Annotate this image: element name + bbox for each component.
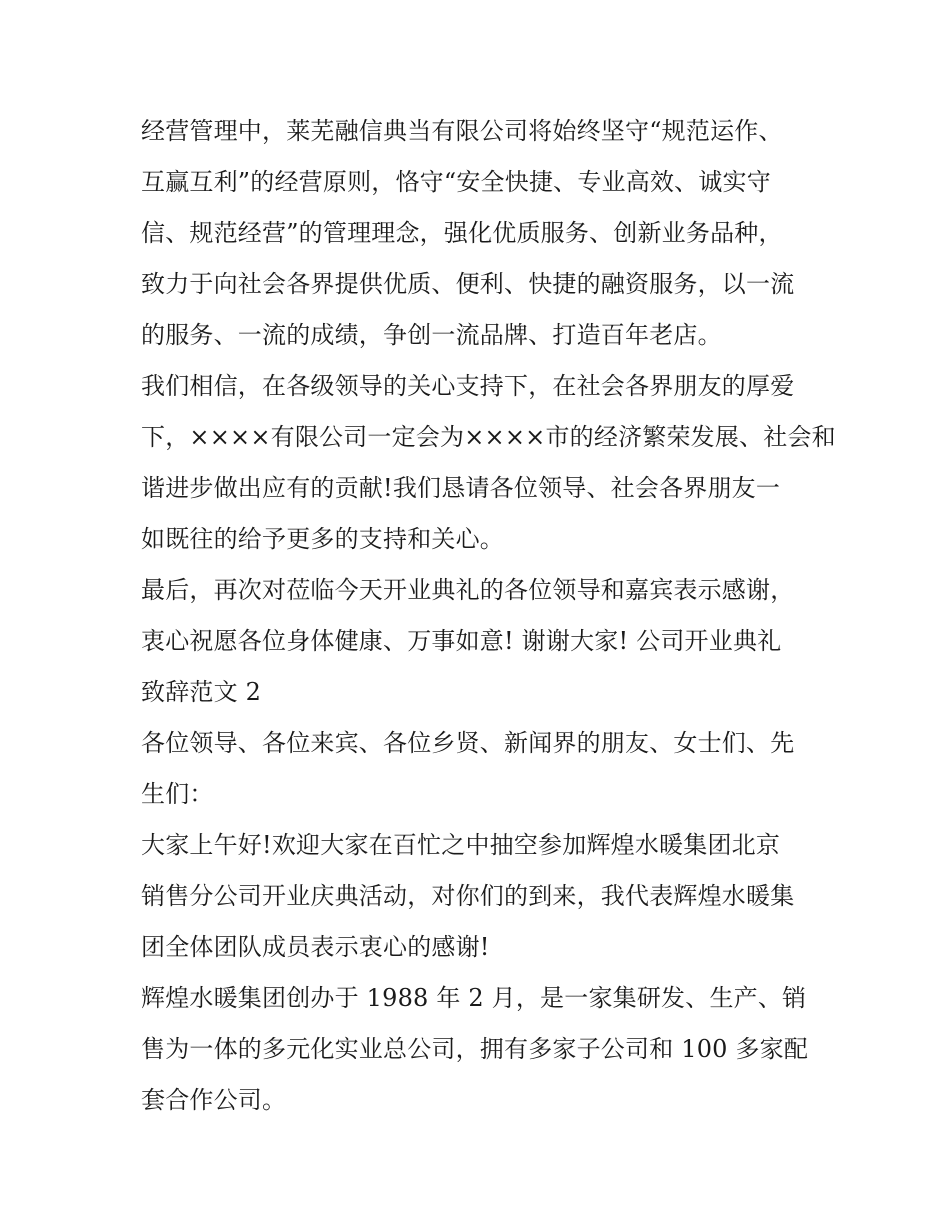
text-line: 互赢互利”的经营原则，恪守“安全快捷、专业高效、诚实守 bbox=[141, 168, 771, 196]
text-line: 的服务、一流的成绩，争创一流品牌、打造百年老店。 bbox=[141, 321, 722, 349]
text-line: 最后，再次对莅临今天开业典礼的各位领导和嘉宾表示感谢， bbox=[141, 576, 795, 604]
text-line: 套合作公司。 bbox=[141, 1086, 287, 1114]
text-line: 下，××××有限公司一定会为××××市的经济繁荣发展、社会和 bbox=[141, 423, 836, 451]
text-line: 售为一体的多元化实业总公司，拥有多家子公司和 100 多家配 bbox=[141, 1035, 809, 1063]
text-line: 经营管理中，莱芜融信典当有限公司将始终坚守“规范运作、 bbox=[141, 117, 783, 145]
text-line: 销售分公司开业庆典活动，对你们的到来，我代表辉煌水暖集 bbox=[141, 882, 795, 910]
text-line: 大家上午好!欢迎大家在百忙之中抽空参加辉煌水暖集团北京 bbox=[141, 831, 781, 859]
text-line: 辉煌水暖集团创办于 1988 年 2 月，是一家集研发、生产、销 bbox=[141, 984, 807, 1012]
text-line: 谐进步做出应有的贡献!我们恳请各位领导、社会各界朋友一 bbox=[141, 474, 781, 502]
section-heading: 致辞范文 2 bbox=[141, 678, 262, 706]
text-line: 信、规范经营”的管理理念，强化优质服务、创新业务品种， bbox=[141, 219, 783, 247]
text-line: 致力于向社会各界提供优质、便利、快捷的融资服务，以一流 bbox=[141, 270, 795, 298]
text-line: 衷心祝愿各位身体健康、万事如意! 谢谢大家! 公司开业典礼 bbox=[141, 627, 782, 655]
text-line: 我们相信，在各级领导的关心支持下，在社会各界朋友的厚爱 bbox=[141, 372, 795, 400]
document-body bbox=[141, 106, 836, 1126]
text-line: 如既往的给予更多的支持和关心。 bbox=[141, 525, 504, 553]
text-line: 生们： bbox=[141, 780, 214, 808]
text-line: 团全体团队成员表示衷心的感谢! bbox=[141, 933, 490, 961]
text-line: 各位领导、各位来宾、各位乡贤、新闻界的朋友、女士们、先 bbox=[141, 729, 795, 757]
